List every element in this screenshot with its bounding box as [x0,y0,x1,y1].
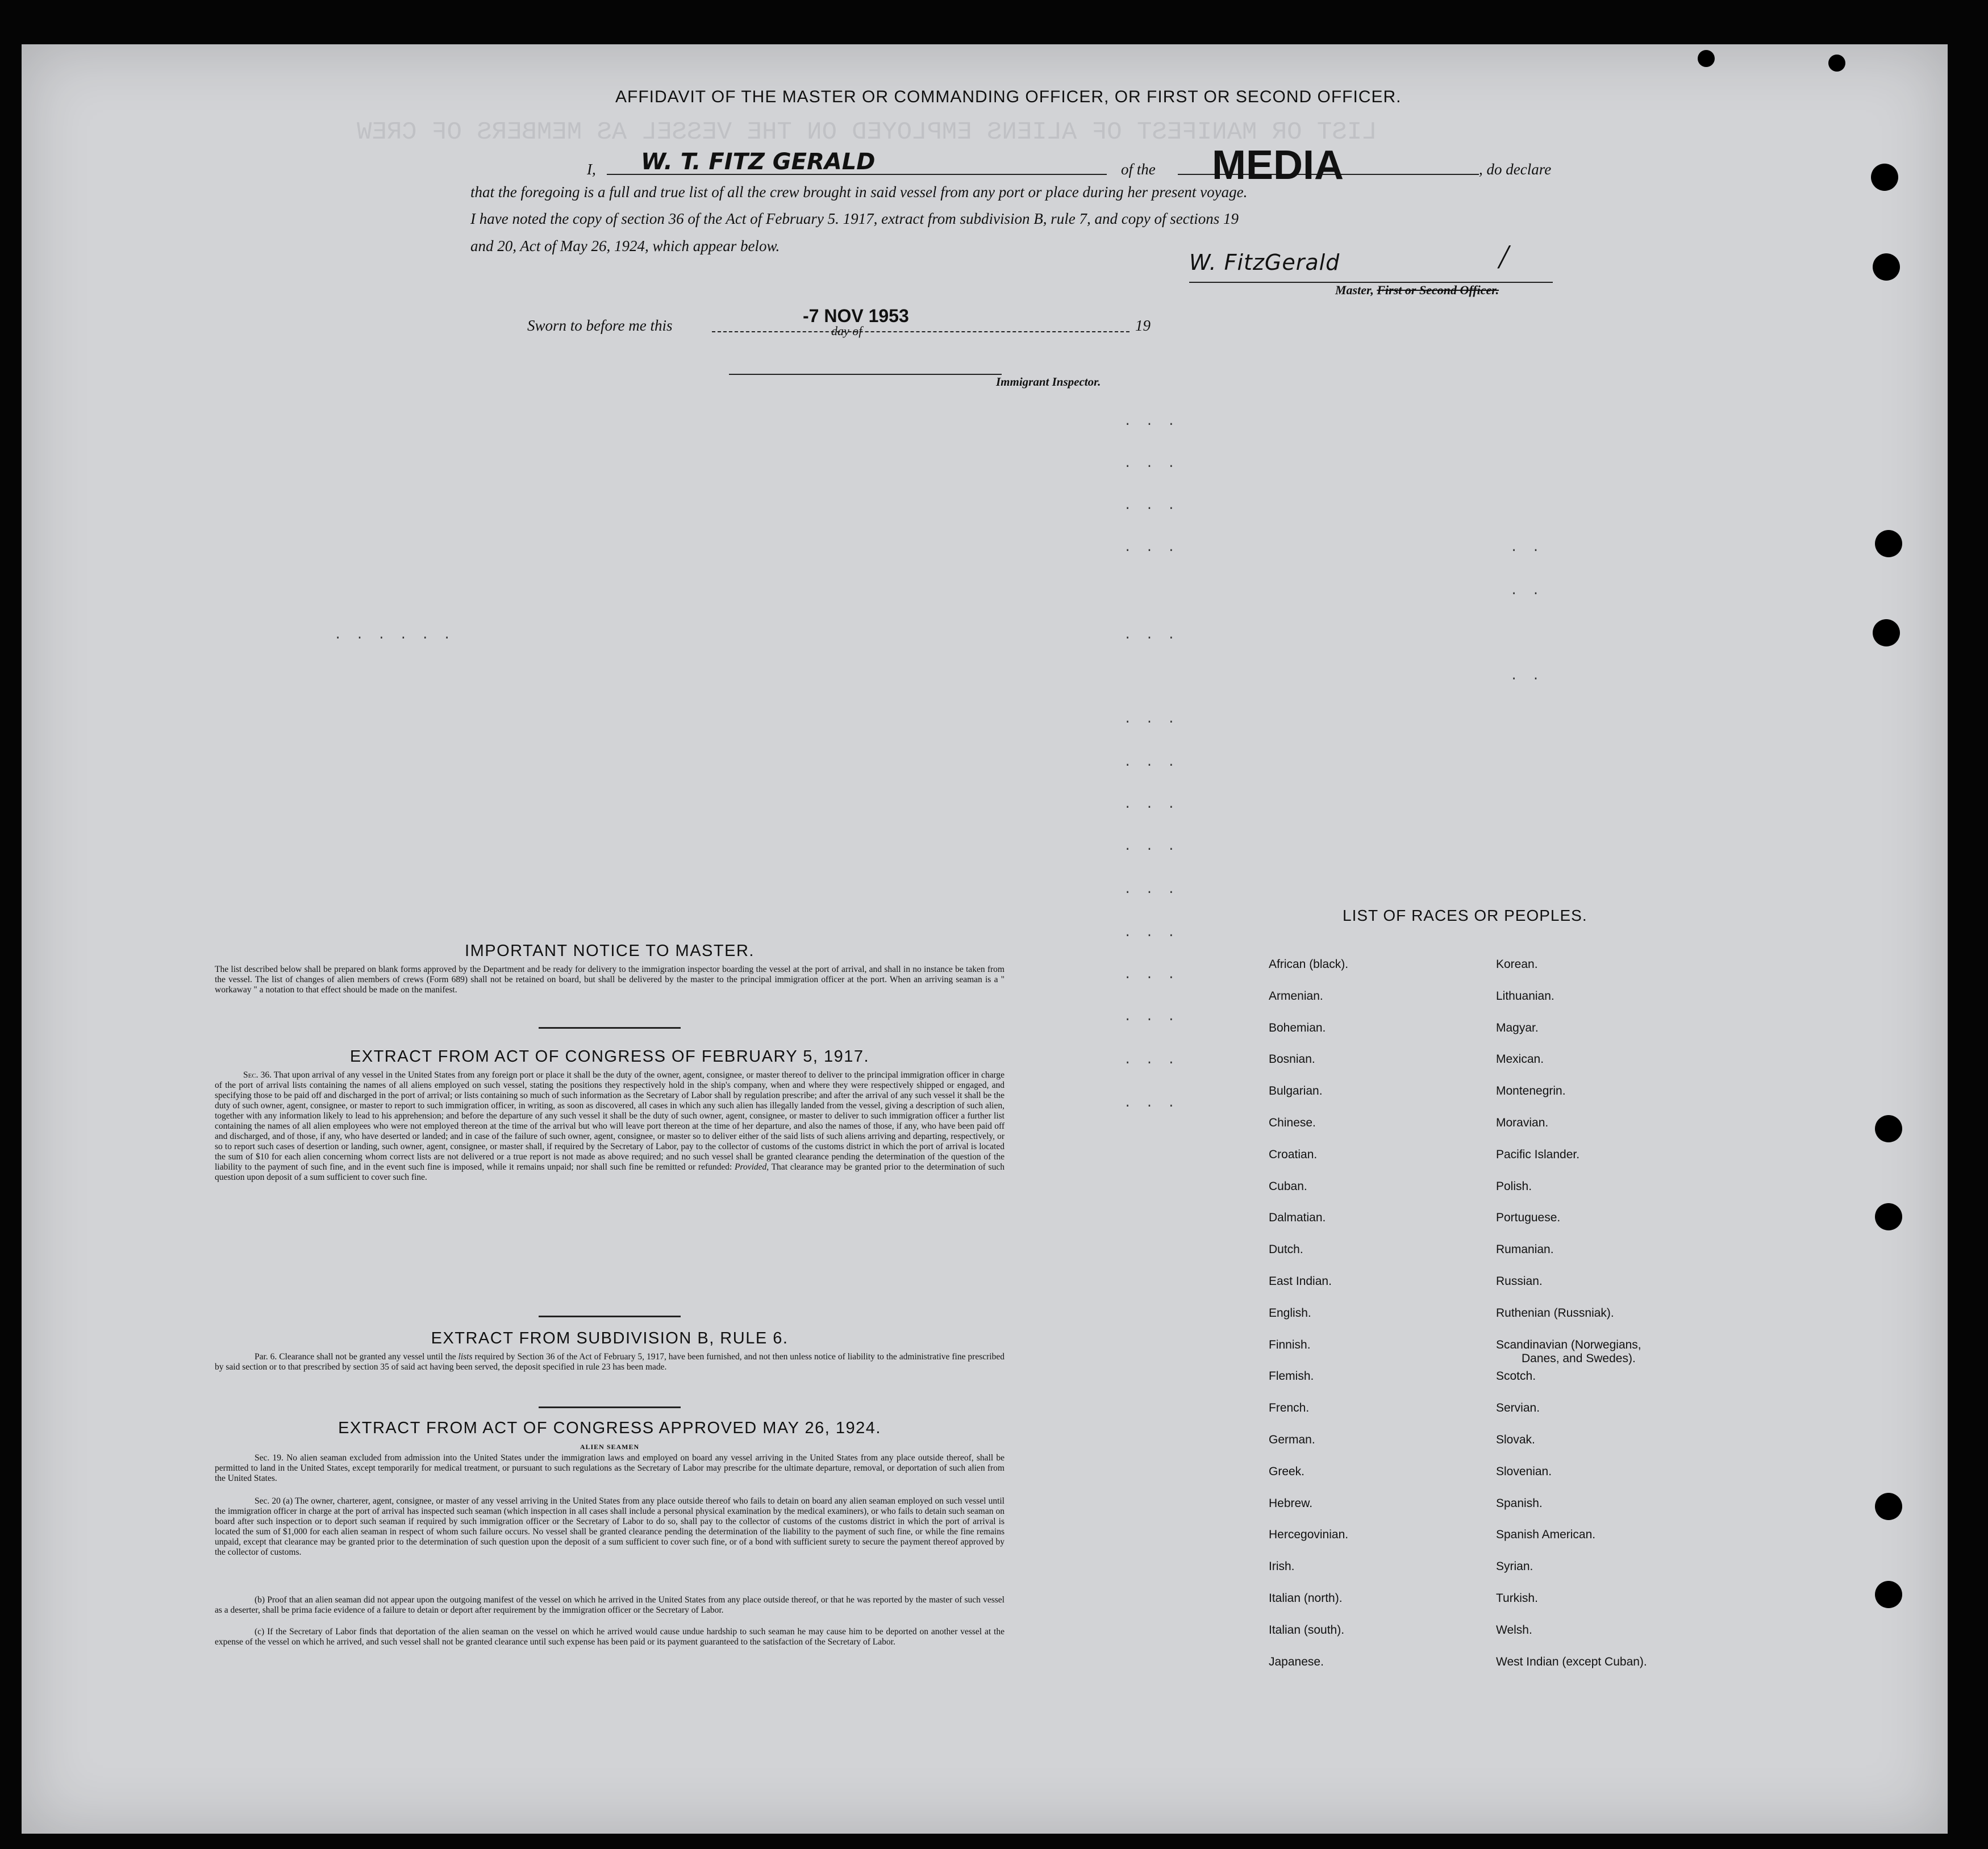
dot-leader: . . . [1124,712,1179,727]
race-item: Greek. [1269,1464,1305,1478]
race-item: Italian (north). [1269,1592,1343,1605]
race-item: Chinese. [1269,1116,1316,1129]
subdivision-b-text-b: required by Section 36 of the Act of February 5, 1917, have been furnished, and not then unless notice of liability to the administrative fine prescribed by said section or to that prescribed by section 35 of said act having been served, the deposit specified in rule 23 has been made. [215,1352,1005,1372]
extract-1924-sec20a: Sec. 20 (a) The owner, charterer, agent, consignee, or master of any vessel arriving in the United States from any place outside thereof who fails to detain on board any alien seaman employed on such vessel until the immigration officer in charge at the port of arrival has inspected such seaman (which inspection in all cases shall include a personal physical examination by the medical examiners), or who fails to detain such seaman on board after such inspection or to deport such seaman if required by such immigration officer or the Secretary of Labor to do so, shall pay to the collector of customs of the customs district in which the port of arrival is located the sum of $1,000 for each alien seaman in respect of whom such failure occurs. No vessel shall be granted clearance pending the determination of the liability to the payment of such fine, or while the fine remains unpaid, except that clearance may be granted prior to the determination of such question upon the deposit of a sum sufficient to cover such fine, or of a bond with sufficient surety to secure the payment thereof approved by the collector of customs. [215,1496,1005,1557]
do-declare-label: , do declare [1479,161,1552,178]
race-item: Syrian. [1496,1560,1533,1573]
race-item: Mexican. [1496,1053,1544,1066]
race-item: Servian. [1496,1401,1540,1415]
race-item: Armenian. [1269,989,1323,1003]
master-signature: W. FitzGerald [1189,250,1340,275]
officer-struck-text: First or Second Officer. [1377,283,1499,297]
race-item: Hercegovinian. [1269,1528,1349,1542]
extract-1917-proviso-label: Provided, [735,1162,769,1172]
dot-leader: . . . [1124,415,1179,429]
race-item: German. [1269,1433,1315,1446]
extract-1917-text [215,1070,1005,1183]
extract-1917-body: That upon arrival of any vessel in the United States from any foreign port or place it shall be the duty of the owner, agent, consignee, or master thereof to deliver to the principal immigration officer in charge of the port of arrival lists containing the names of all aliens employed on such vessel, stating the positions they respectively hold in the ship's company, when and where they were respectively shipped or engaged, and specifying those to be paid off and discharged in the port of arrival; or lists containing so much of such information as the Secretary of Labor shall by regulation prescribe; and after the arrival of any such vessel it shall be the duty of such owner, agent, consignee, or master to report to such immigration officer, in writing, as soon as discovered, all cases in which any such alien has illegally landed from the vessel, giving a description of such alien, together with any information likely to lead to his apprehension; and before the departure of any such vessel it shall be the duty of such owner, agent, consignee, or master to deliver to such immigration officer a further list containing the names of all alien employees who were not employed thereon at the time of the arrival but who will leave port thereon at the time of her departure, and also the names of those, if any, who have been paid off and discharged, and of those, if any, who have deserted or landed; and in case of the failure of such owner, agent, consignee, or master so to deliver either of the said lists of such aliens arriving and departing, respectively, or so to report such cases of desertion or landing, such owner, agent, consignee, or master shall, if required by the Secretary of Labor, pay to the collector of customs of the customs district in which the port of arrival is located the sum of $10 for each alien concerning whom correct lists are not delivered or a true report is not made as above required; and no such vessel shall be granted clearance pending the determination of the question of the liability to the payment of such fine, and in the event such fine is imposed, while it remains unpaid; nor shall such fine be remitted or refunded: [215,1070,1005,1172]
dot-leader: . . . [1124,968,1179,982]
race-item: Pacific Islander. [1496,1147,1580,1161]
dot-leader: . . . [1124,840,1179,854]
race-item: East Indian. [1269,1275,1332,1288]
extract-1917-proviso: That clearance may be granted prior to the determination of such question upon deposit of a sum sufficient to cover such fine. [215,1162,1005,1182]
extract-1924-title: EXTRACT FROM ACT OF CONGRESS APPROVED MAY 26, 1924. [338,1419,881,1437]
extract-1917-sec: Sec. 36. [243,1070,272,1080]
race-item: Spanish. [1496,1496,1543,1510]
dot-leader: . . . [1124,798,1179,812]
race-item: Irish. [1269,1560,1295,1573]
races-title: LIST OF RACES OR PEOPLES. [1343,907,1587,924]
race-item: West Indian (except Cuban). [1496,1655,1647,1668]
dot-leader: . . . [1124,457,1179,471]
dot-leader: . . . [1124,1096,1179,1111]
race-item: French. [1269,1401,1310,1415]
extract-1917-title: EXTRACT FROM ACT OF CONGRESS OF FEBRUARY 5, 1917. [349,1047,870,1066]
binder-hole [1828,55,1845,72]
signature-mark: / [1499,238,1508,276]
of-the-label: of the [1121,161,1156,178]
dot-leader: . . . [1124,756,1179,770]
affidavit-line-2: I have noted the copy of section 36 of the Act of February 5. 1917, extract from subdivision B, rule 7, and copy of sections 19 [470,210,1239,227]
dot-leader: . . . [1124,628,1179,642]
binder-hole [1873,619,1900,646]
binder-hole [1875,1581,1902,1608]
subdivision-b-title: EXTRACT FROM SUBDIVISION B, RULE 6. [431,1329,789,1347]
dot-leader: . . . [1124,926,1179,940]
race-item: African (black). [1269,958,1349,971]
subdivision-b-text-a: Par. 6. Clearance shall not be granted any vessel until the [255,1352,456,1362]
officer-name: W. T. FITZ GERALD [641,149,876,175]
dot-leader: . . [1510,541,1543,555]
dot-leader: . . [1510,669,1543,683]
dot-leader: . . . [1124,1010,1179,1024]
race-item: Portuguese. [1496,1211,1561,1225]
extract-1924-sec20b: (b) Proof that an alien seaman did not appear upon the outgoing manifest of the vessel on which he arrived in the United States from any place outside thereof, or that he was reported by the master of such vessel as a deserter, shall be prima facie evidence of a failure to detain or deport after requirement by the immigration officer or the Secretary of Labor. [215,1595,1005,1615]
dot-leader: . . . [1124,883,1179,897]
extract-1924-subtitle: ALIEN SEAMEN [580,1443,640,1451]
binder-hole [1875,1203,1902,1230]
i-label: I, [587,161,596,178]
affidavit-title: AFFIDAVIT OF THE MASTER OR COMMANDING OFFICER, OR FIRST OR SECOND OFFICER. [615,87,1402,106]
race-item: Polish. [1496,1179,1532,1193]
race-item: Dalmatian. [1269,1211,1326,1225]
race-item: Bohemian. [1269,1021,1326,1034]
race-item: Rumanian. [1496,1243,1554,1257]
section-divider [539,1406,681,1408]
vessel-name: MEDIA [1212,143,1344,188]
race-item: Slovak. [1496,1433,1535,1446]
dot-leader: . . [1510,584,1543,598]
race-item: Hebrew. [1269,1496,1313,1510]
affidavit-line-3: and 20, Act of May 26, 1924, which appear below. [470,237,780,254]
subdivision-b-lists: lists [458,1352,473,1362]
race-item: Bulgarian. [1269,1084,1323,1098]
document-page [22,44,1948,1834]
dot-leader: . . . [1124,499,1179,513]
extract-1924-sec19: Sec. 19. No alien seaman excluded from admission into the United States under the immigration laws and employed on board any vessel arriving in the United States from any place outside thereof, shall be permitted to land in the United States, except temporarily for medical treatment, or pursuant to such regulations as the Secretary of Labor may prescribe for the ultimate departure, removal, or deportation of such alien from the United States. [215,1453,1005,1483]
binder-hole [1873,253,1900,281]
inspector-label: Immigrant Inspector. [996,375,1101,389]
notice-text: The list described below shall be prepared on blank forms approved by the Department and be ready for delivery to the immigration inspector boarding the vessel at the port of arrival, and shall in no instance be taken from the vessel. The list of changes of alien members of crews (Form 689) shall not be retained on board, but shall be delivered by the master to the principal immigration officer at the port. When an arriving seaman is a " workaway " a notation to that effect should be made on the manifest. [215,965,1005,995]
master-label [1335,283,1499,298]
year-prefix: 19 [1135,317,1151,334]
sworn-line [712,331,1130,332]
inspector-signature-line [729,374,1002,375]
race-item: English. [1269,1306,1311,1320]
race-item: Scotch. [1496,1370,1536,1383]
race-item: Flemish. [1269,1370,1314,1383]
race-item: Bosnian. [1269,1053,1315,1066]
binder-hole [1871,164,1898,191]
dot-leader: . . . [1124,1053,1179,1067]
race-item: Italian (south). [1269,1623,1345,1637]
day-of-label: day of [831,324,862,338]
race-item: Dutch. [1269,1243,1303,1257]
extract-1924-sec20c: (c) If the Secretary of Labor finds that deportation of the alien seaman on the vessel on which he arrived would cause undue hardship to such seaman he may cause him to be deported on another vessel at the expense of the vessel on which he arrived, and such vessel shall not be granted clearance until such expense has been paid or its payment guaranteed to the satisfaction of the Secretary of Labor. [215,1627,1005,1647]
subdivision-b-text [215,1352,1005,1372]
race-item: Montenegrin. [1496,1084,1566,1098]
sworn-date-stamp: -7 NOV 1953 [803,306,909,326]
race-item: Slovenian. [1496,1464,1552,1478]
dot-leader: . . . [1124,541,1179,555]
race-item: Croatian. [1269,1147,1318,1161]
notice-title: IMPORTANT NOTICE TO MASTER. [465,942,755,960]
section-divider [539,1316,681,1317]
section-divider [539,1027,681,1029]
race-item: Ruthenian (Russniak). [1496,1306,1614,1320]
race-item: Russian. [1496,1275,1543,1288]
race-item: Moravian. [1496,1116,1549,1129]
race-item: Cuban. [1269,1179,1307,1193]
dot-leader: . . . . . . [334,628,455,642]
binder-hole [1875,1493,1902,1520]
race-item: Japanese. [1269,1655,1324,1668]
master-label-text: Master, [1335,283,1374,297]
binder-hole [1875,1115,1902,1142]
race-item-continuation: Danes, and Swedes). [1522,1351,1636,1365]
race-item: Korean. [1496,958,1538,971]
race-item: Turkish. [1496,1592,1538,1605]
binder-hole [1698,50,1715,67]
affidavit-line-1: that the foregoing is a full and true list of all the crew brought in said vessel from any port or place during her present voyage. [470,183,1248,201]
bleed-through-text: LIST OR MANIFEST OF ALIENS EMPLOYED ON THE VESSEL AS MEMBERS OF CREW [357,118,1377,147]
race-item: Finnish. [1269,1338,1311,1351]
sworn-label: Sworn to before me this [527,317,673,334]
race-item: Spanish American. [1496,1528,1596,1542]
race-item: Scandinavian (Norwegians, [1496,1338,1641,1351]
race-item: Welsh. [1496,1623,1532,1637]
race-item: Magyar. [1496,1021,1539,1034]
binder-hole [1875,530,1902,557]
race-item: Lithuanian. [1496,989,1554,1003]
